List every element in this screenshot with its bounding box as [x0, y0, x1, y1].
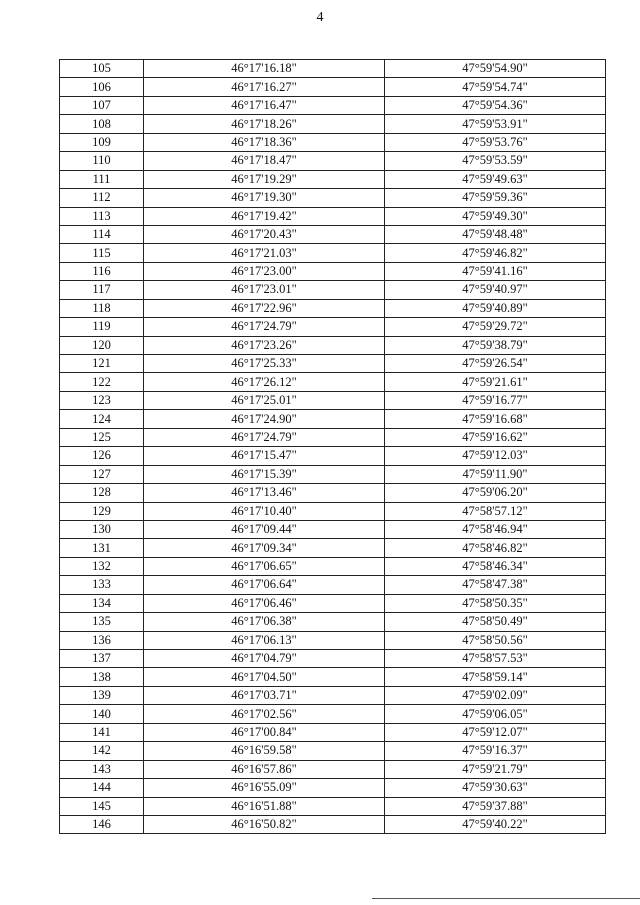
coordinates-table-body — [60, 60, 606, 834]
point-number-cell: 144 — [60, 779, 144, 797]
point-number-cell: 118 — [60, 299, 144, 317]
point-number-cell: 110 — [60, 152, 144, 170]
point-number-cell: 132 — [60, 557, 144, 575]
point-number-cell: 137 — [60, 650, 144, 668]
latitude-cell: 46°16'57.86" — [144, 760, 385, 778]
table-row — [60, 760, 606, 778]
point-number-cell: 131 — [60, 539, 144, 557]
longitude-cell: 47°59'21.61" — [385, 373, 606, 391]
point-number-cell: 125 — [60, 428, 144, 446]
table-row — [60, 115, 606, 133]
longitude-cell: 47°59'46.82" — [385, 244, 606, 262]
longitude-cell: 47°59'21.79" — [385, 760, 606, 778]
longitude-cell: 47°59'48.48" — [385, 225, 606, 243]
latitude-cell: 46°17'18.47" — [144, 152, 385, 170]
table-row — [60, 133, 606, 151]
latitude-cell: 46°16'51.88" — [144, 797, 385, 815]
table-row — [60, 815, 606, 833]
longitude-cell: 47°59'16.68" — [385, 410, 606, 428]
table-row — [60, 355, 606, 373]
latitude-cell: 46°17'15.47" — [144, 447, 385, 465]
longitude-cell: 47°58'46.94" — [385, 520, 606, 538]
longitude-cell: 47°59'53.91" — [385, 115, 606, 133]
longitude-cell: 47°59'26.54" — [385, 355, 606, 373]
point-number-cell: 105 — [60, 60, 144, 78]
longitude-cell: 47°59'06.20" — [385, 484, 606, 502]
latitude-cell: 46°17'06.64" — [144, 576, 385, 594]
point-number-cell: 122 — [60, 373, 144, 391]
point-number-cell: 141 — [60, 723, 144, 741]
point-number-cell: 135 — [60, 613, 144, 631]
table-row — [60, 520, 606, 538]
point-number-cell: 117 — [60, 281, 144, 299]
table-row — [60, 170, 606, 188]
table-row — [60, 465, 606, 483]
latitude-cell: 46°17'26.12" — [144, 373, 385, 391]
latitude-cell: 46°17'13.46" — [144, 484, 385, 502]
longitude-cell: 47°58'57.53" — [385, 650, 606, 668]
longitude-cell: 47°59'54.36" — [385, 96, 606, 114]
longitude-cell: 47°59'12.03" — [385, 447, 606, 465]
latitude-cell: 46°17'19.42" — [144, 207, 385, 225]
point-number-cell: 134 — [60, 594, 144, 612]
longitude-cell: 47°59'16.37" — [385, 742, 606, 760]
table-row — [60, 631, 606, 649]
table-row — [60, 299, 606, 317]
point-number-cell: 109 — [60, 133, 144, 151]
table-row — [60, 336, 606, 354]
longitude-cell: 47°59'38.79" — [385, 336, 606, 354]
table-row — [60, 373, 606, 391]
table-row — [60, 613, 606, 631]
coordinates-table — [59, 59, 606, 834]
longitude-cell: 47°59'49.30" — [385, 207, 606, 225]
point-number-cell: 127 — [60, 465, 144, 483]
longitude-cell: 47°59'37.88" — [385, 797, 606, 815]
point-number-cell: 143 — [60, 760, 144, 778]
point-number-cell: 115 — [60, 244, 144, 262]
latitude-cell: 46°17'19.30" — [144, 189, 385, 207]
longitude-cell: 47°59'16.62" — [385, 428, 606, 446]
latitude-cell: 46°17'02.56" — [144, 705, 385, 723]
point-number-cell: 113 — [60, 207, 144, 225]
table-row — [60, 78, 606, 96]
page-number: 4 — [316, 10, 324, 25]
latitude-cell: 46°17'25.01" — [144, 391, 385, 409]
point-number-cell: 108 — [60, 115, 144, 133]
longitude-cell: 47°59'29.72" — [385, 318, 606, 336]
table-row — [60, 686, 606, 704]
table-row — [60, 225, 606, 243]
point-number-cell: 114 — [60, 225, 144, 243]
latitude-cell: 46°17'24.79" — [144, 428, 385, 446]
table-row — [60, 428, 606, 446]
latitude-cell: 46°17'06.65" — [144, 557, 385, 575]
latitude-cell: 46°17'18.36" — [144, 133, 385, 151]
table-row — [60, 281, 606, 299]
longitude-cell: 47°58'57.12" — [385, 502, 606, 520]
longitude-cell: 47°58'50.56" — [385, 631, 606, 649]
longitude-cell: 47°59'16.77" — [385, 391, 606, 409]
point-number-cell: 128 — [60, 484, 144, 502]
table-row — [60, 189, 606, 207]
table-row — [60, 96, 606, 114]
table-row — [60, 650, 606, 668]
longitude-cell: 47°58'46.82" — [385, 539, 606, 557]
latitude-cell: 46°17'22.96" — [144, 299, 385, 317]
longitude-cell: 47°59'40.89" — [385, 299, 606, 317]
longitude-cell: 47°59'54.74" — [385, 78, 606, 96]
table-row — [60, 60, 606, 78]
point-number-cell: 121 — [60, 355, 144, 373]
table-row — [60, 668, 606, 686]
longitude-cell: 47°58'50.35" — [385, 594, 606, 612]
point-number-cell: 129 — [60, 502, 144, 520]
latitude-cell: 46°17'04.79" — [144, 650, 385, 668]
longitude-cell: 47°58'47.38" — [385, 576, 606, 594]
longitude-cell: 47°59'11.90" — [385, 465, 606, 483]
latitude-cell: 46°17'04.50" — [144, 668, 385, 686]
longitude-cell: 47°59'53.59" — [385, 152, 606, 170]
longitude-cell: 47°59'30.63" — [385, 779, 606, 797]
latitude-cell: 46°17'25.33" — [144, 355, 385, 373]
latitude-cell: 46°17'06.13" — [144, 631, 385, 649]
point-number-cell: 145 — [60, 797, 144, 815]
table-row — [60, 484, 606, 502]
table-row — [60, 244, 606, 262]
latitude-cell: 46°17'09.34" — [144, 539, 385, 557]
table-row — [60, 723, 606, 741]
table-row — [60, 539, 606, 557]
latitude-cell: 46°17'18.26" — [144, 115, 385, 133]
point-number-cell: 124 — [60, 410, 144, 428]
latitude-cell: 46°17'23.00" — [144, 262, 385, 280]
table-row — [60, 502, 606, 520]
point-number-cell: 111 — [60, 170, 144, 188]
latitude-cell: 46°17'23.26" — [144, 336, 385, 354]
latitude-cell: 46°17'15.39" — [144, 465, 385, 483]
table-row — [60, 410, 606, 428]
point-number-cell: 126 — [60, 447, 144, 465]
latitude-cell: 46°17'23.01" — [144, 281, 385, 299]
latitude-cell: 46°17'19.29" — [144, 170, 385, 188]
scan-edge-line — [372, 898, 640, 899]
point-number-cell: 112 — [60, 189, 144, 207]
point-number-cell: 133 — [60, 576, 144, 594]
table-row — [60, 557, 606, 575]
latitude-cell: 46°16'59.58" — [144, 742, 385, 760]
longitude-cell: 47°58'46.34" — [385, 557, 606, 575]
latitude-cell: 46°17'24.79" — [144, 318, 385, 336]
table-row — [60, 447, 606, 465]
longitude-cell: 47°59'40.97" — [385, 281, 606, 299]
latitude-cell: 46°17'03.71" — [144, 686, 385, 704]
longitude-cell: 47°58'50.49" — [385, 613, 606, 631]
latitude-cell: 46°17'06.38" — [144, 613, 385, 631]
longitude-cell: 47°59'41.16" — [385, 262, 606, 280]
latitude-cell: 46°17'21.03" — [144, 244, 385, 262]
point-number-cell: 116 — [60, 262, 144, 280]
point-number-cell: 130 — [60, 520, 144, 538]
table-row — [60, 207, 606, 225]
latitude-cell: 46°17'16.18" — [144, 60, 385, 78]
table-row — [60, 152, 606, 170]
point-number-cell: 119 — [60, 318, 144, 336]
latitude-cell: 46°16'50.82" — [144, 815, 385, 833]
point-number-cell: 142 — [60, 742, 144, 760]
latitude-cell: 46°17'24.90" — [144, 410, 385, 428]
longitude-cell: 47°59'12.07" — [385, 723, 606, 741]
table-row — [60, 779, 606, 797]
point-number-cell: 107 — [60, 96, 144, 114]
latitude-cell: 46°17'10.40" — [144, 502, 385, 520]
point-number-cell: 140 — [60, 705, 144, 723]
table-row — [60, 318, 606, 336]
longitude-cell: 47°59'54.90" — [385, 60, 606, 78]
table-row — [60, 576, 606, 594]
table-row — [60, 391, 606, 409]
point-number-cell: 146 — [60, 815, 144, 833]
point-number-cell: 139 — [60, 686, 144, 704]
point-number-cell: 106 — [60, 78, 144, 96]
latitude-cell: 46°17'09.44" — [144, 520, 385, 538]
longitude-cell: 47°59'02.09" — [385, 686, 606, 704]
table-row — [60, 262, 606, 280]
point-number-cell: 120 — [60, 336, 144, 354]
longitude-cell: 47°59'53.76" — [385, 133, 606, 151]
table-row — [60, 594, 606, 612]
longitude-cell: 47°59'59.36" — [385, 189, 606, 207]
latitude-cell: 46°17'16.27" — [144, 78, 385, 96]
longitude-cell: 47°59'49.63" — [385, 170, 606, 188]
point-number-cell: 136 — [60, 631, 144, 649]
table-row — [60, 705, 606, 723]
point-number-cell: 138 — [60, 668, 144, 686]
latitude-cell: 46°17'16.47" — [144, 96, 385, 114]
latitude-cell: 46°17'20.43" — [144, 225, 385, 243]
point-number-cell: 123 — [60, 391, 144, 409]
latitude-cell: 46°17'06.46" — [144, 594, 385, 612]
latitude-cell: 46°17'00.84" — [144, 723, 385, 741]
longitude-cell: 47°58'59.14" — [385, 668, 606, 686]
latitude-cell: 46°16'55.09" — [144, 779, 385, 797]
longitude-cell: 47°59'40.22" — [385, 815, 606, 833]
table-row — [60, 797, 606, 815]
table-row — [60, 742, 606, 760]
longitude-cell: 47°59'06.05" — [385, 705, 606, 723]
